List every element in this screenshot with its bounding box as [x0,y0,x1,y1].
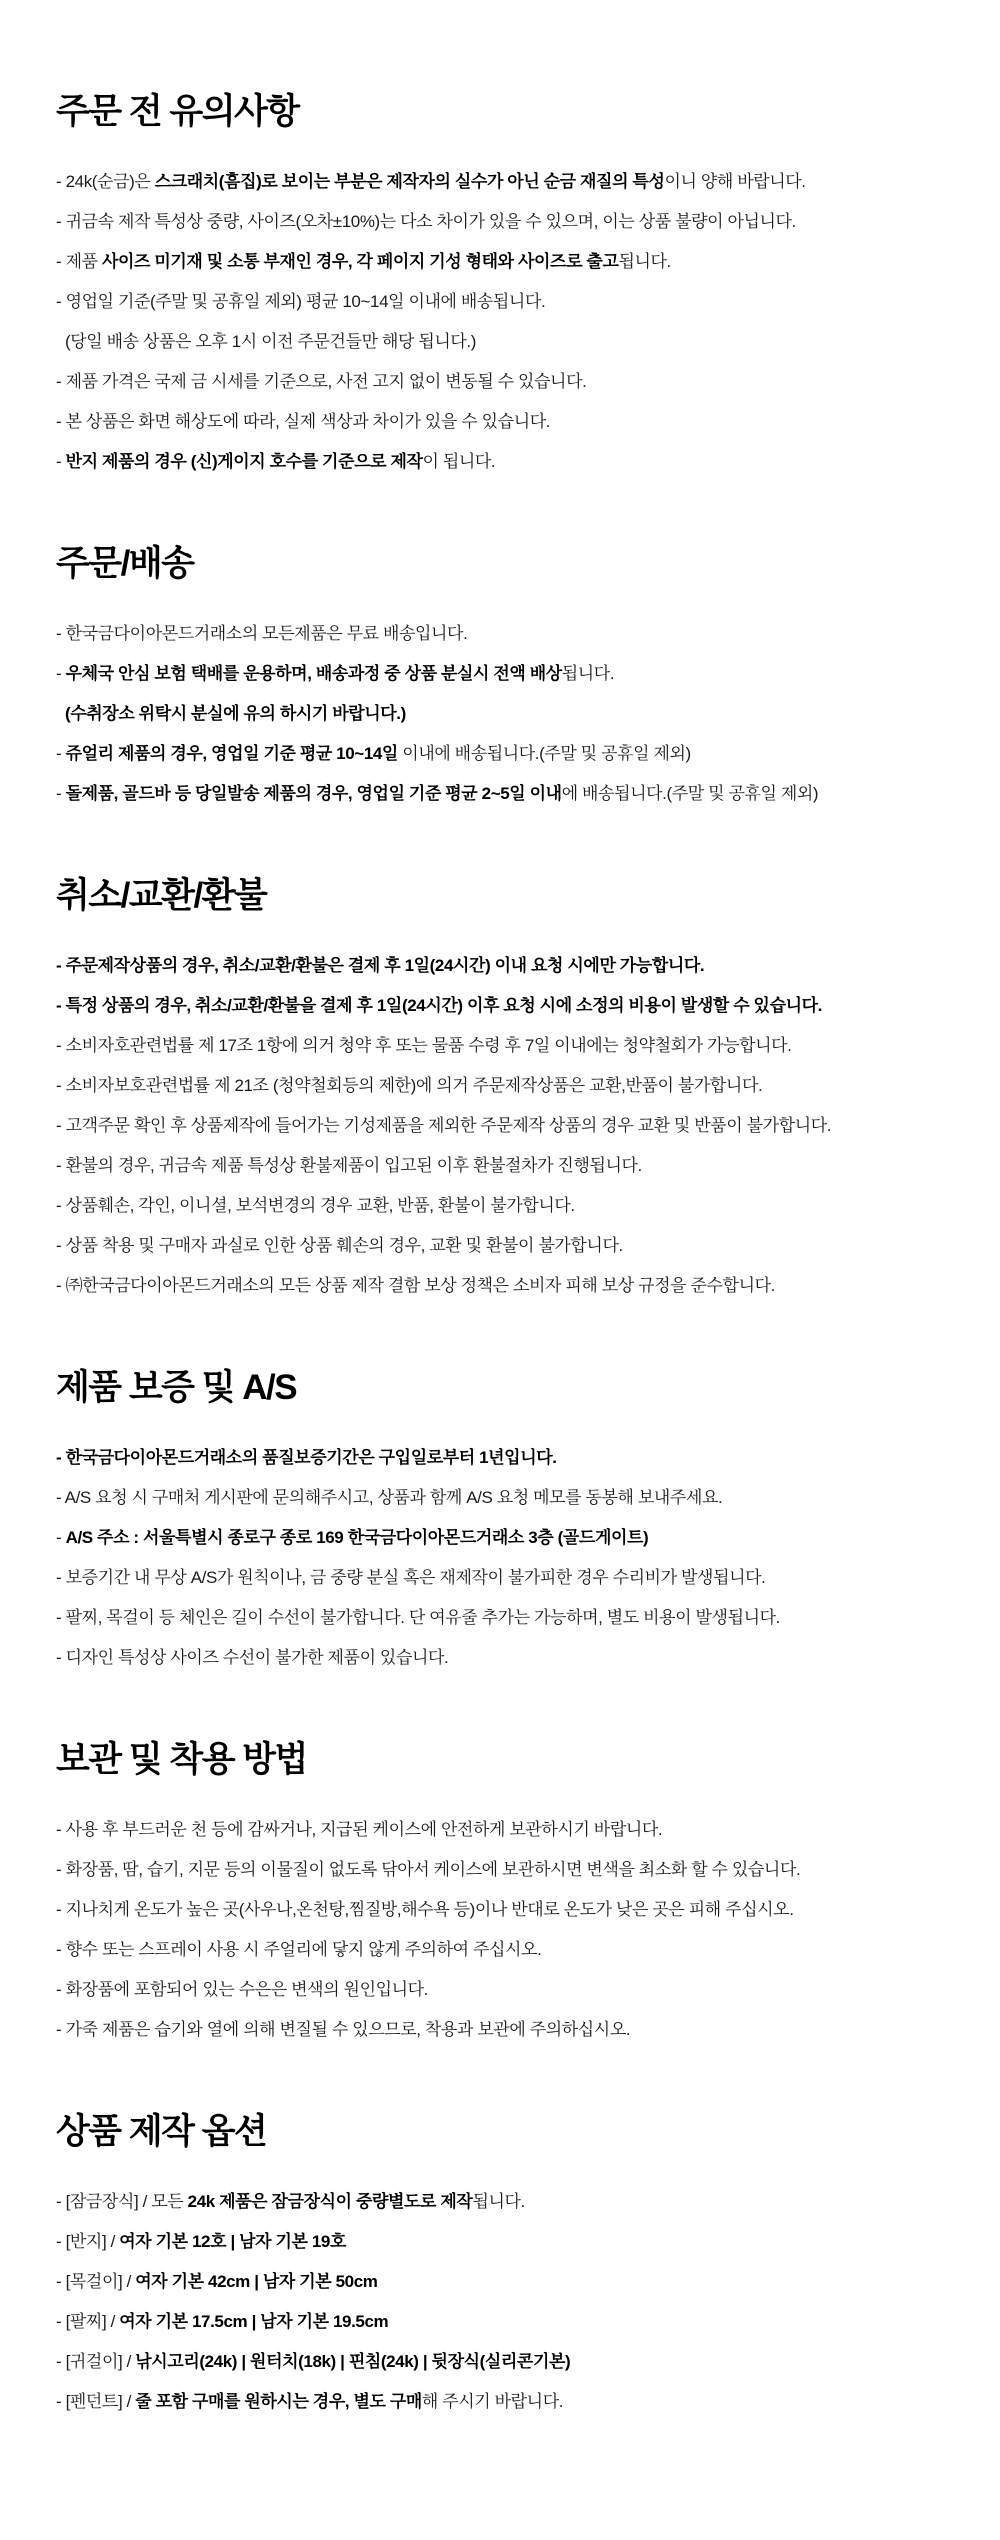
notice-item [56,1226,970,1266]
notice-text-bold: 여자 기본 17.5cm | 남자 기본 19.5cm [119,2312,389,2331]
notice-item [56,1186,970,1226]
notice-item [56,162,970,202]
notice-text: - 제품 [56,252,102,271]
notice-text: - [목걸이] / [56,2272,136,2291]
notice-text-bold: - 주문제작상품의 경우, 취소/교환/환불은 결제 후 1일(24시간) 이내 요청 시에만 가능합니다. [56,956,705,975]
notice-text: - 소비자호관련법률 제 17조 1항에 의거 청약 후 또는 물품 수령 후 7일 이내에는 청약철회가 가능합니다. [56,1036,792,1055]
notice-text: (당일 배송 상품은 오후 1시 이전 주문건들만 해당 됩니다.) [65,332,476,351]
notice-text-bold: - 특정 상품의 경우, 취소/교환/환불을 결제 후 1일(24시간) 이후 요청 시에 소정의 비용이 발생할 수 있습니다. [56,996,822,1015]
section-cancel-exchange-refund [56,874,970,1306]
notice-item [56,1930,970,1970]
notice-item [56,1438,970,1478]
notice-text: - 귀금속 제작 특성상 중량, 사이즈(오차±10%)는 다소 차이가 있을 수 있으며, 이는 상품 불량이 아닙니다. [56,212,796,231]
notice-item [56,1598,970,1638]
notice-text: - [56,1528,66,1547]
notice-item [56,1810,970,1850]
notice-text: 됩니다. [472,2192,525,2211]
notice-text: - 제품 가격은 국제 금 시세를 기준으로, 사전 고지 없이 변동될 수 있습니다. [56,372,587,391]
section-product-options [56,2110,970,2422]
notice-text: - [56,664,66,683]
section-warranty-as [56,1366,970,1678]
notice-item [56,442,970,482]
notice-item [56,1146,970,1186]
notice-text: - ㈜한국금다이아몬드거래소의 모든 상품 제작 결함 보상 정책은 소비자 피해 보상 규정을 준수합니다. [56,1276,775,1295]
notice-item [56,2302,970,2342]
notice-text-bold: (수취장소 위탁시 분실에 유의 하시기 바랍니다.) [65,704,406,723]
notice-text: 해 주시기 바랍니다. [421,2392,564,2411]
notice-text-bold: - 한국금다이아몬드거래소의 품질보증기간은 구입일로부터 1년입니다. [56,1448,557,1467]
notice-text: - 보증기간 내 무상 A/S가 원칙이나, 금 중량 분실 혹은 재제작이 불가피한 경우 수리비가 발생됩니다. [56,1568,766,1587]
notice-item [56,694,970,734]
notice-item [56,202,970,242]
notice-text-bold: 여자 기본 12호 | 남자 기본 19호 [119,2232,346,2251]
notice-text-bold: 낚시고리(24k) | 원터치(18k) | 핀침(24k) | 뒷장식(실리콘기본) [135,2352,571,2371]
notice-item [56,1558,970,1598]
notice-text: - [펜던트] / [56,2392,136,2411]
notice-text: 됩니다. [561,664,615,683]
notice-item [56,2182,970,2222]
notice-text: - [56,744,66,763]
notice-text: - [56,784,66,803]
notice-item [56,734,970,774]
notice-text: - [반지] / [56,2232,120,2251]
notice-item [56,402,970,442]
notice-item [56,1638,970,1678]
notice-text: - [잠금장식] / 모든 [56,2192,188,2211]
notice-text: - 상품 착용 및 구매자 과실로 인한 상품 훼손의 경우, 교환 및 환불이 불가합니다. [56,1236,623,1255]
notice-text: - 팔찌, 목걸이 등 체인은 길이 수선이 불가합니다. 단 여유줄 추가는 가능하며, 별도 비용이 발생됩니다. [56,1608,780,1627]
notice-item [56,1850,970,1890]
notice-text: - 고객주문 확인 후 상품제작에 들어가는 기성제품을 제외한 주문제작 상품의 경우 교환 및 반품이 불가합니다. [56,1116,832,1135]
notice-item [56,1106,970,1146]
notice-text-bold: 쥬얼리 제품의 경우, 영업일 기준 평균 10~14일 [65,744,398,763]
notice-text: - 한국금다이아몬드거래소의 모든제품은 무료 배송입니다. [56,624,468,643]
section-pre-order-notice [56,90,970,482]
notice-item [56,654,970,694]
notice-text: - 상품훼손, 각인, 이니셜, 보석변경의 경우 교환, 반품, 환불이 불가합니다. [56,1196,575,1215]
notice-text-bold: 사이즈 미기재 및 소통 부재인 경우, 각 페이지 기성 형태와 사이즈로 출고 [101,252,619,271]
notice-item [56,1970,970,2010]
notice-item [56,242,970,282]
notice-item [56,2342,970,2382]
notice-text: - 지나치게 온도가 높은 곳(사우나,온천탕,찜질방,해수욕 등)이나 반대로 온도가 낮은 곳은 피해 주십시오. [56,1900,794,1919]
notice-text-bold: A/S 주소 : 서울특별시 종로구 종로 169 한국금다이아몬드거래소 3층 (골드게이트) [65,1528,649,1547]
notice-text-bold: 돌제품, 골드바 등 당일발송 제품의 경우, 영업일 기준 평균 2~5일 이내 [65,784,562,803]
notice-item [56,1890,970,1930]
notice-text: - 환불의 경우, 귀금속 제품 특성상 환불제품이 입고된 이후 환불절차가 진행됩니다. [56,1156,642,1175]
notice-item [56,362,970,402]
notice-text: - 24k(순금)은 [56,172,155,191]
notice-item [56,282,970,322]
section-title-cancel-exchange-refund: 취소/교환/환불 [56,876,267,915]
notice-text: - 디자인 특성상 사이즈 수선이 불가한 제품이 있습니다. [56,1648,449,1667]
notice-text: - 화장품에 포함되어 있는 수은은 변색의 원인입니다. [56,1980,428,1999]
notice-text-bold: 줄 포함 구매를 원하시는 경우, 별도 구매 [135,2392,422,2411]
notice-text: - A/S 요청 시 구매처 게시판에 문의해주시고, 상품과 함께 A/S 요청 메모를 동봉해 보내주세요. [56,1488,723,1507]
notice-body [56,90,970,2422]
notice-item [56,614,970,654]
section-title-order-shipping: 주문/배송 [56,544,194,583]
section-title-warranty-as: 제품 보증 및 A/S [56,1368,297,1407]
notice-item [56,1478,970,1518]
notice-item [56,1518,970,1558]
notice-text-bold: 24k 제품은 잠금장식이 중량별도로 제작 [187,2192,473,2211]
notice-text-bold: 여자 기본 42cm | 남자 기본 50cm [135,2272,378,2291]
notice-text: - 영업일 기준(주말 및 공휴일 제외) 평균 10~14일 이내에 배송됩니다. [56,292,546,311]
notice-text: 됩니다. [618,252,671,271]
notice-text: - 가죽 제품은 습기와 열에 의해 변질될 수 있으므로, 착용과 보관에 주의하십시오. [56,2020,631,2039]
notice-text-bold: 우체국 안심 보험 택배를 운용하며, 배송과정 중 상품 분실시 전액 배상 [65,664,562,683]
section-storage-wear [56,1738,970,2050]
notice-item [56,2010,970,2050]
notice-text: - 소비자보호관련법률 제 21조 (청약철회등의 제한)에 의거 주문제작상품은 교환,반품이 불가합니다. [56,1076,763,1095]
notice-text: 이내에 배송됩니다.(주말 및 공휴일 제외) [397,744,691,763]
notice-text: - 향수 또는 스프레이 사용 시 주얼리에 닿지 않게 주의하여 주십시오. [56,1940,542,1959]
notice-item [56,1066,970,1106]
notice-text: - 사용 후 부드러운 천 등에 감싸거나, 지급된 케이스에 안전하게 보관하시기 바랍니다. [56,1820,663,1839]
notice-item [56,946,970,986]
notice-item [56,2222,970,2262]
notice-text: - [56,452,66,471]
notice-text-bold: 스크래치(흠집)로 보이는 부분은 제작자의 실수가 아닌 순금 재질의 특성 [154,172,665,191]
notice-item [56,322,970,362]
notice-text: 이니 양해 바랍니다. [664,172,806,191]
notice-text: - [팔찌] / [56,2312,120,2331]
notice-item [56,1266,970,1306]
section-title-pre-order-notice: 주문 전 유의사항 [56,92,299,131]
notice-text-bold: 반지 제품의 경우 (신)게이지 호수를 기준으로 제작 [65,452,423,471]
notice-text: - 본 상품은 화면 해상도에 따라, 실제 색상과 차이가 있을 수 있습니다. [56,412,551,431]
notice-text: 에 배송됩니다.(주말 및 공휴일 제외) [561,784,819,803]
section-order-shipping [56,542,970,814]
notice-item [56,2382,970,2422]
notice-item [56,986,970,1026]
notice-text: - 화장품, 땀, 습기, 지문 등의 이물질이 없도록 닦아서 케이스에 보관하시면 변색을 최소화 할 수 있습니다. [56,1860,801,1879]
notice-item [56,1026,970,1066]
section-title-storage-wear: 보관 및 착용 방법 [56,1740,307,1779]
notice-item [56,2262,970,2302]
section-title-product-options: 상품 제작 옵션 [56,2112,267,2151]
notice-item [56,774,970,814]
notice-text: 이 됩니다. [422,452,496,471]
notice-text: - [귀걸이] / [56,2352,136,2371]
